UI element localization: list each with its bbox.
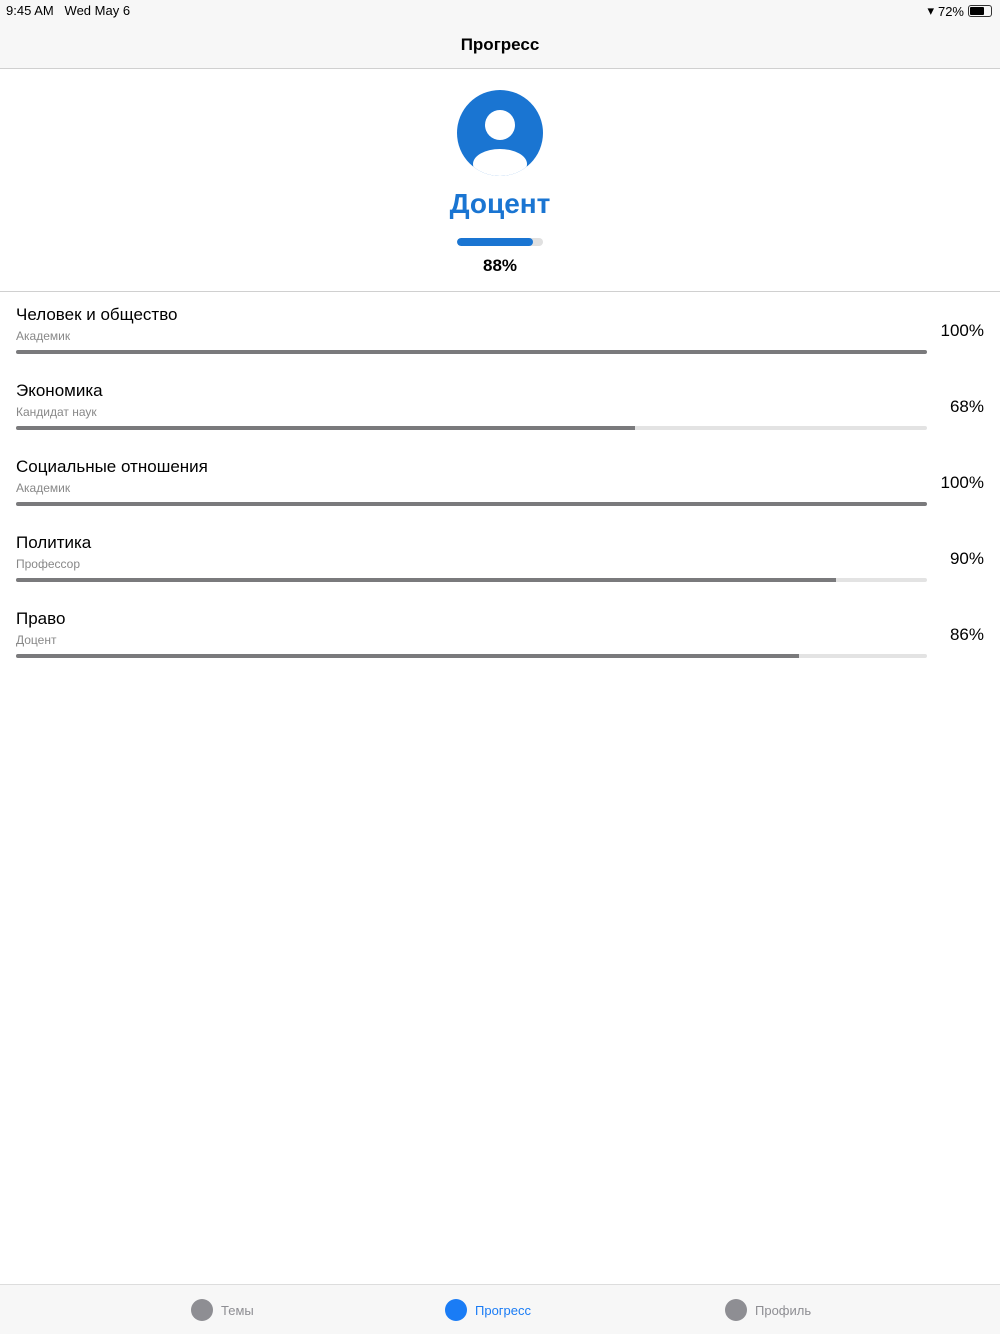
topic-progress-bar bbox=[16, 502, 927, 506]
topic-title: Человек и общество bbox=[16, 305, 178, 324]
topic-title: Социальные отношения bbox=[16, 457, 208, 476]
avatar-icon bbox=[457, 90, 543, 176]
topic-progress-bar bbox=[16, 350, 927, 354]
topic-percent: 100% bbox=[940, 473, 984, 492]
topic-rank: Профессор bbox=[16, 557, 81, 571]
topic-row[interactable] bbox=[0, 596, 1000, 672]
topic-percent: 86% bbox=[949, 625, 984, 644]
topic-rank: Кандидат наук bbox=[16, 405, 97, 419]
page-title: Прогресс bbox=[460, 35, 540, 54]
topic-progress-bar bbox=[16, 426, 927, 430]
topic-percent: 90% bbox=[949, 549, 984, 568]
topic-title: Политика bbox=[16, 533, 92, 552]
topic-row[interactable] bbox=[0, 368, 1000, 444]
book-icon bbox=[191, 1299, 213, 1321]
topic-title: Экономика bbox=[16, 381, 103, 400]
rank-header bbox=[0, 70, 1000, 292]
topic-rank: Академик bbox=[16, 481, 71, 495]
tab-bar bbox=[0, 1284, 1000, 1334]
tab-profile[interactable]: Профиль bbox=[725, 1299, 811, 1321]
topic-row[interactable] bbox=[0, 520, 1000, 596]
status-time: 9:45 AM Wed May 6 bbox=[6, 3, 131, 18]
topic-rank: Доцент bbox=[16, 633, 57, 647]
tab-topics[interactable]: Темы bbox=[191, 1299, 254, 1321]
topic-row[interactable] bbox=[0, 444, 1000, 520]
topic-percent: 100% bbox=[940, 321, 984, 340]
topic-row[interactable] bbox=[0, 292, 1000, 368]
topic-rank: Академик bbox=[16, 329, 71, 343]
topic-progress-bar bbox=[16, 578, 927, 582]
battery-icon bbox=[968, 5, 992, 17]
topic-title: Право bbox=[16, 609, 66, 628]
overall-progress-label: 88% bbox=[482, 256, 518, 275]
tab-progress[interactable]: Прогресс bbox=[445, 1299, 531, 1321]
pie-chart-icon bbox=[445, 1299, 467, 1321]
status-bar bbox=[0, 0, 1000, 20]
nav-bar bbox=[0, 20, 1000, 69]
wifi-icon: ▾ bbox=[927, 3, 934, 18]
topic-percent: 68% bbox=[949, 397, 984, 416]
overall-progress-bar bbox=[457, 238, 543, 246]
topic-progress-bar bbox=[16, 654, 927, 658]
battery-percent: 72% bbox=[937, 3, 964, 19]
person-icon bbox=[725, 1299, 747, 1321]
rank-title: Доцент bbox=[449, 188, 551, 219]
